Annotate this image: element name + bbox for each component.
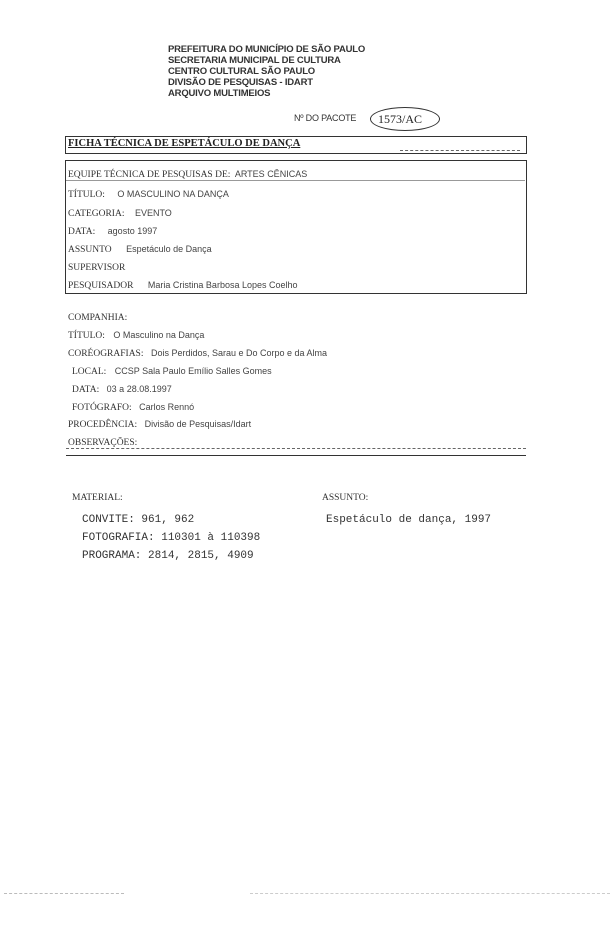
scan-artifact-line bbox=[4, 893, 124, 894]
titulo-row bbox=[68, 184, 229, 202]
header-line-divisao: DIVISÃO DE PESQUISAS - IDART bbox=[168, 77, 313, 88]
assunto-row bbox=[68, 239, 212, 257]
material-item-fotografia: FOTOGRAFIA: 110301 à 110398 bbox=[82, 532, 261, 544]
form-title: FICHA TÉCNICA DE ESPETÁCULO DE DANÇA bbox=[68, 138, 301, 149]
fotografo-value: Carlos Rennó bbox=[139, 402, 195, 412]
material-item-convite: CONVITE: 961, 962 bbox=[82, 514, 195, 526]
pacote-value: 1573/AC bbox=[378, 112, 423, 126]
data-value: agosto 1997 bbox=[107, 226, 158, 236]
assunto-value: Espetáculo de Dança bbox=[126, 244, 212, 254]
data-row bbox=[68, 221, 157, 239]
companhia-row bbox=[68, 307, 127, 325]
titulo-value: O MASCULINO NA DANÇA bbox=[117, 189, 229, 199]
observacoes-underline bbox=[66, 455, 526, 456]
pesquisador-row bbox=[68, 275, 298, 293]
detail-titulo-row bbox=[68, 325, 204, 343]
categoria-row bbox=[68, 203, 172, 221]
header-line-arquivo: ARQUIVO MULTIMEIOS bbox=[168, 88, 271, 99]
coreografias-label: CORÉOGRAFIAS: bbox=[68, 349, 144, 359]
pacote-label: Nº DO PACOTE bbox=[294, 113, 357, 123]
detail-titulo-label: TÍTULO: bbox=[68, 331, 105, 341]
supervisor-row bbox=[68, 257, 125, 275]
header-line-secretaria: SECRETARIA MUNICIPAL DE CULTURA bbox=[168, 55, 341, 66]
coreografias-value: Dois Perdidos, Sarau e Do Corpo e da Alma bbox=[150, 348, 328, 358]
categoria-value: EVENTO bbox=[134, 208, 172, 218]
material-label: MATERIAL: bbox=[72, 493, 123, 503]
assunto-section-label: ASSUNTO: bbox=[322, 493, 369, 503]
scan-artifact-line bbox=[250, 893, 610, 894]
title-dashed-line bbox=[400, 150, 520, 151]
detail-data-label: DATA: bbox=[72, 385, 100, 395]
titulo-label: TÍTULO: bbox=[68, 190, 105, 200]
detail-data-row bbox=[72, 379, 172, 397]
observacoes-dashed-line bbox=[66, 448, 526, 449]
pesquisador-value: Maria Cristina Barbosa Lopes Coelho bbox=[147, 280, 298, 290]
equipe-label: EQUIPE TÉCNICA DE PESQUISAS DE: bbox=[68, 170, 231, 180]
detail-data-value: 03 a 28.08.1997 bbox=[106, 384, 172, 394]
coreografias-row bbox=[68, 343, 327, 361]
procedencia-row bbox=[68, 414, 251, 432]
procedencia-value: Divisão de Pesquisas/Idart bbox=[144, 419, 252, 429]
detail-titulo-value: O Masculino na Dança bbox=[113, 330, 205, 340]
companhia-label: COMPANHIA: bbox=[68, 313, 128, 323]
header-line-centro: CENTRO CULTURAL SÃO PAULO bbox=[168, 66, 315, 77]
fotografo-row bbox=[72, 397, 194, 415]
local-label: LOCAL: bbox=[72, 367, 107, 377]
fotografo-label: FOTÓGRAFO: bbox=[72, 403, 132, 413]
data-label: DATA: bbox=[68, 227, 96, 237]
categoria-label: CATEGORIA: bbox=[68, 209, 125, 219]
procedencia-label: PROCEDÊNCIA: bbox=[68, 420, 138, 430]
supervisor-label: SUPERVISOR bbox=[68, 263, 126, 273]
local-value: CCSP Sala Paulo Emílio Salles Gomes bbox=[114, 366, 272, 376]
equipe-value: ARTES CÊNICAS bbox=[234, 169, 308, 179]
local-row bbox=[72, 361, 272, 379]
observacoes-label: OBSERVAÇÕES: bbox=[68, 438, 138, 448]
material-item-programa: PROGRAMA: 2814, 2815, 4909 bbox=[82, 550, 254, 562]
assunto-label: ASSUNTO bbox=[68, 245, 112, 255]
divider bbox=[66, 180, 525, 181]
header-line-prefeitura: PREFEITURA DO MUNICÍPIO DE SÃO PAULO bbox=[168, 44, 366, 55]
assunto-section-value: Espetáculo de dança, 1997 bbox=[326, 514, 492, 526]
pesquisador-label: PESQUISADOR bbox=[68, 281, 134, 291]
